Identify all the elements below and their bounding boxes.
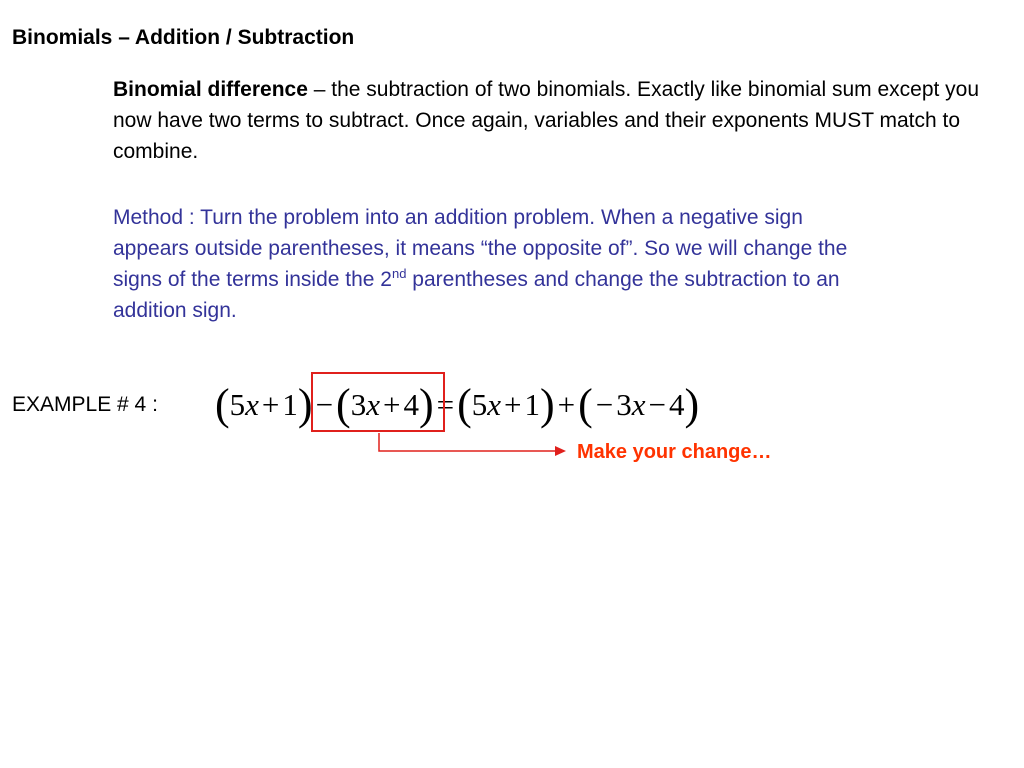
method-text-after: parentheses and change the subtraction to an addition sign. — [113, 268, 840, 322]
method-superscript: nd — [391, 266, 407, 281]
arrow-head-icon — [555, 446, 566, 456]
term3-operator: + — [504, 387, 522, 422]
open-paren: ( — [336, 380, 351, 429]
term4-operator: − — [648, 387, 667, 422]
term3-coefficient: 5 — [471, 387, 488, 422]
term2-variable: x — [366, 387, 380, 422]
method-text-before: Method : Turn the problem into an addition problem. When a negative sign appears outside parentheses, it means “the opposite of”. So we will change the signs of the terms inside the 2 — [113, 206, 848, 291]
example-label: EXAMPLE # 4 : — [12, 393, 158, 416]
definition-paragraph — [113, 74, 993, 167]
term3-constant: 1 — [524, 387, 540, 422]
open-paren: ( — [578, 380, 593, 429]
slide-title: Binomials – Addition / Subtraction — [12, 26, 355, 49]
example-equation — [215, 377, 699, 433]
connector-line — [379, 433, 556, 451]
term1-constant: 1 — [282, 387, 298, 422]
term3-variable: x — [487, 387, 502, 422]
close-paren: ) — [297, 380, 313, 429]
term1-coefficient: 5 — [229, 387, 246, 422]
open-paren: ( — [457, 380, 472, 429]
term4-coefficient: 3 — [616, 387, 632, 422]
term4-constant: 4 — [669, 387, 685, 422]
callout-text: Make your change… — [577, 441, 772, 463]
close-paren: ) — [684, 380, 700, 429]
term4-sign: − — [595, 387, 614, 422]
definition-term: Binomial difference — [113, 78, 308, 101]
open-paren: ( — [215, 380, 230, 429]
term2-coefficient: 3 — [350, 387, 367, 422]
equals-sign: = — [436, 387, 455, 422]
plus-operator: + — [557, 387, 576, 422]
close-paren: ) — [540, 380, 555, 429]
minus-operator: − — [315, 387, 334, 422]
method-paragraph — [113, 202, 853, 326]
term1-operator: + — [261, 387, 280, 422]
definition-text: – the subtraction of two binomials. Exactly like binomial sum except you now have two terms to subtract. Once again, variables and their exponents MUST match to combine. — [113, 78, 980, 163]
term1-variable: x — [245, 387, 259, 422]
term4-variable: x — [631, 387, 646, 422]
close-paren: ) — [418, 380, 434, 429]
term2-constant: 4 — [403, 387, 419, 422]
term2-operator: + — [382, 387, 401, 422]
highlight-box — [311, 372, 445, 432]
